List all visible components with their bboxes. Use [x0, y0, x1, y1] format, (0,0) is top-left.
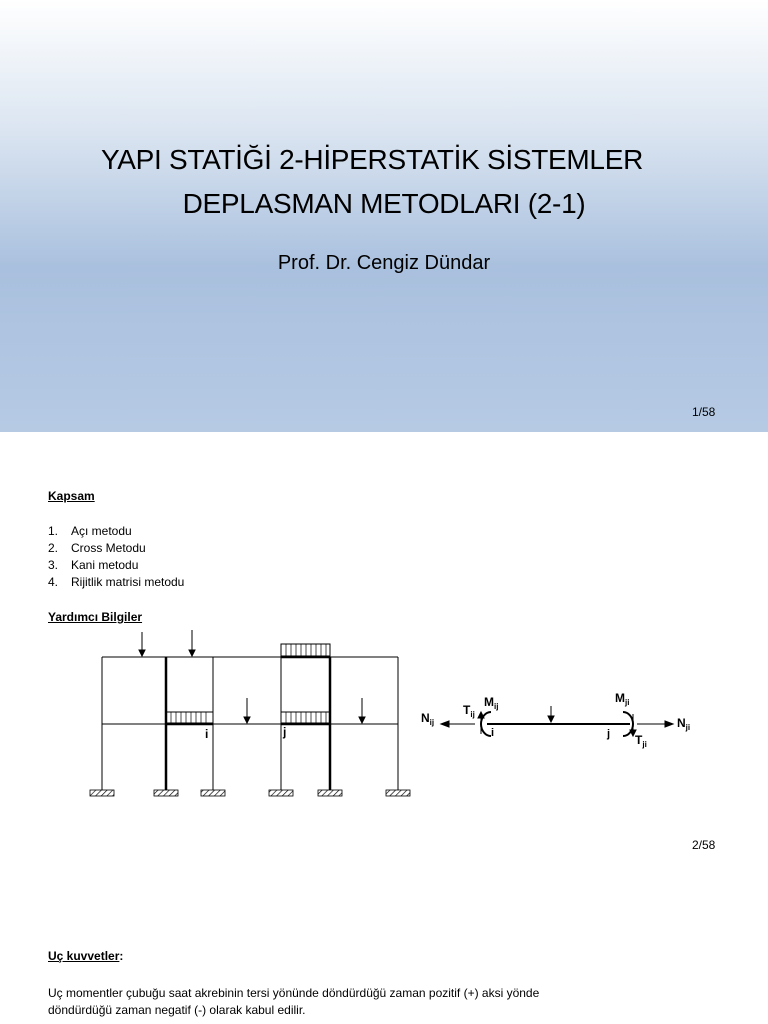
- frame-diagram: [80, 630, 420, 805]
- page-number-1: 1/58: [692, 405, 716, 419]
- label-t-ji: $T_{ji}$: [635, 733, 647, 749]
- end-moment-paragraph: [48, 985, 688, 1019]
- kapsam-heading: Kapsam: [48, 489, 95, 503]
- list-item: 4. Rijitlik matrisi metodu: [48, 575, 185, 589]
- label-m-ij: $M_{ij}$: [484, 695, 499, 711]
- beam-label-i: i: [491, 727, 495, 739]
- scope-list: [48, 523, 184, 591]
- node-label-j: j: [283, 725, 287, 739]
- list-item: 1. Açı metodu: [48, 524, 132, 538]
- list-item: 2. Cross Metodu: [48, 541, 146, 555]
- yardimci-bilgiler-heading: Yardımcı Bilgiler: [48, 610, 143, 624]
- author: Prof. Dr. Cengiz Dündar: [277, 252, 491, 274]
- title-line-1: YAPI STATİĞİ 2-HİPERSTATİK SİSTEMLER: [100, 144, 644, 175]
- title-slide: [0, 0, 768, 432]
- beam-label-j: j: [607, 728, 611, 740]
- page-number-2: 2/58: [692, 838, 716, 852]
- label-n-ij: $N_{ij}$: [421, 711, 435, 727]
- paragraph-line-2: döndürdüğü zaman negatif (-) olarak kabul edilir.: [48, 1003, 306, 1017]
- beam-end-forces-diagram: [415, 690, 705, 760]
- label-t-ij: $T_{ij}$: [463, 703, 475, 719]
- paragraph-line-1: Uç momentler çubuğu saat akrebinin tersi yönünde döndürdüğü zaman pozitif (+) aksi yönde: [48, 986, 540, 1000]
- node-label-i: i: [205, 727, 209, 741]
- label-m-ji: $M_{ji}$: [615, 691, 630, 707]
- list-item: 3. Kani metodu: [48, 558, 139, 572]
- title-line-2: DEPLASMAN METODLARI (2-1): [182, 188, 586, 219]
- label-n-ji: $N_{ji}$: [677, 716, 691, 732]
- uc-kuvvetler-heading: Uç kuvvetler:: [48, 949, 124, 963]
